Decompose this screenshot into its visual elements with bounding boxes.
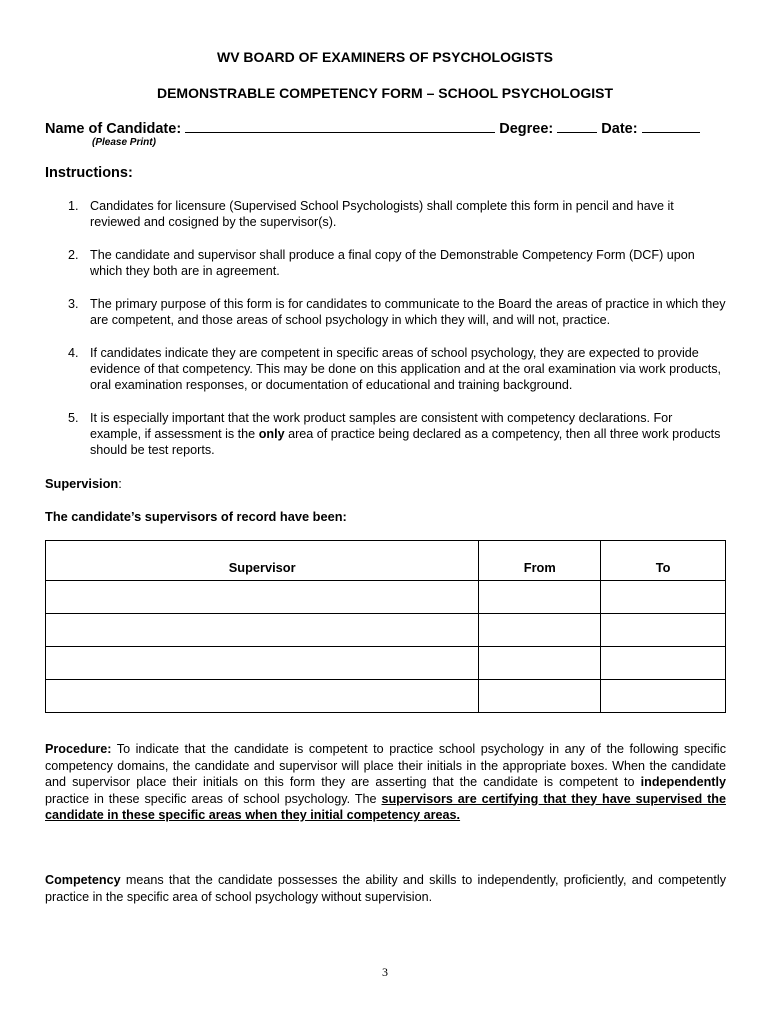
to-cell[interactable] (601, 581, 726, 614)
from-cell[interactable] (479, 614, 601, 647)
procedure-label: Procedure: (45, 742, 112, 756)
supervisor-column-header: Supervisor (46, 541, 479, 581)
supervision-heading: Supervision: (45, 476, 122, 491)
degree-label: Degree: (499, 121, 554, 137)
name-field[interactable] (185, 120, 495, 133)
competency-paragraph: Competency means that the candidate possesses the ability and skills to independently, proficiently, and competently practice in the specific area of school psychology without supervision. (45, 873, 726, 904)
table-row (46, 680, 726, 713)
only-emphasis: only (258, 427, 285, 441)
independently-emphasis: independently (640, 775, 726, 789)
to-cell[interactable] (601, 614, 726, 647)
table-header-row (46, 541, 726, 581)
supervisor-cell[interactable] (46, 647, 479, 680)
from-cell[interactable] (479, 680, 601, 713)
supervisors-heading: The candidate’s supervisors of record have been: (45, 509, 347, 524)
degree-field[interactable] (557, 120, 597, 133)
date-label: Date: (601, 121, 638, 137)
instruction-item: 3. The primary purpose of this form is for candidates to communicate to the Board the areas of practice in which they are competent, and those areas of school psychology in which they will, and will not, practice. (68, 297, 726, 327)
table-row (46, 647, 726, 680)
supervisors-table (45, 540, 726, 713)
supervisor-cell[interactable] (46, 614, 479, 647)
from-cell[interactable] (479, 581, 601, 614)
supervisor-cell[interactable] (46, 581, 479, 614)
instruction-item: 4. If candidates indicate they are competent in specific areas of school psychology, they are expected to provide evidence of that competency. This may be done on this application and at the oral examination via work products, oral examination responses, or documentation of educational and training background. (68, 346, 721, 392)
from-column-header: From (479, 541, 601, 581)
print-hint: (Please Print) (92, 137, 156, 148)
board-title: WV BOARD OF EXAMINERS OF PSYCHOLOGISTS (216, 49, 554, 65)
to-cell[interactable] (601, 647, 726, 680)
table-row (46, 581, 726, 614)
procedure-paragraph: Procedure: To indicate that the candidate is competent to practice school psychology in any of the following specific competency domains, the candidate and supervisor will place their initials in the appropriate boxes. When the candidate and supervisor place their initials on this form they are asserting that the candidate is competent to independently practice in these specific areas of school psychology. The supervisors are certifying that they have supervised the candidate in these specific areas when they initial competency areas. (45, 742, 726, 822)
to-column-header: To (601, 541, 726, 581)
competency-label: Competency (45, 873, 121, 887)
supervisor-certification-statement: supervisors are certifying that they have supervised the candidate in these specific areas when they initial competency areas. (45, 791, 726, 822)
form-title: DEMONSTRABLE COMPETENCY FORM – SCHOOL PSYCHOLOGIST (156, 85, 614, 101)
to-cell[interactable] (601, 680, 726, 713)
date-field[interactable] (642, 120, 700, 133)
from-cell[interactable] (479, 647, 601, 680)
instruction-item: 5. It is especially important that the work product samples are consistent with competency declarations. For example, if assessment is the only area of practice being declared as a competency, then all three work products should be test reports. (68, 411, 721, 457)
name-label: Name of Candidate: (45, 121, 182, 137)
instruction-item: 2. The candidate and supervisor shall produce a final copy of the Demonstrable Competency Form (DCF) upon which they both are in agreement. (68, 248, 695, 278)
page-number: 3 (382, 965, 388, 979)
instruction-item: 1. Candidates for licensure (Supervised School Psychologists) shall complete this form in pencil and have it reviewed and cosigned by the supervisor(s). (68, 199, 674, 229)
instructions-heading: Instructions: (45, 165, 133, 181)
table-row (46, 614, 726, 647)
supervisor-cell[interactable] (46, 680, 479, 713)
candidate-info-line (45, 120, 700, 137)
